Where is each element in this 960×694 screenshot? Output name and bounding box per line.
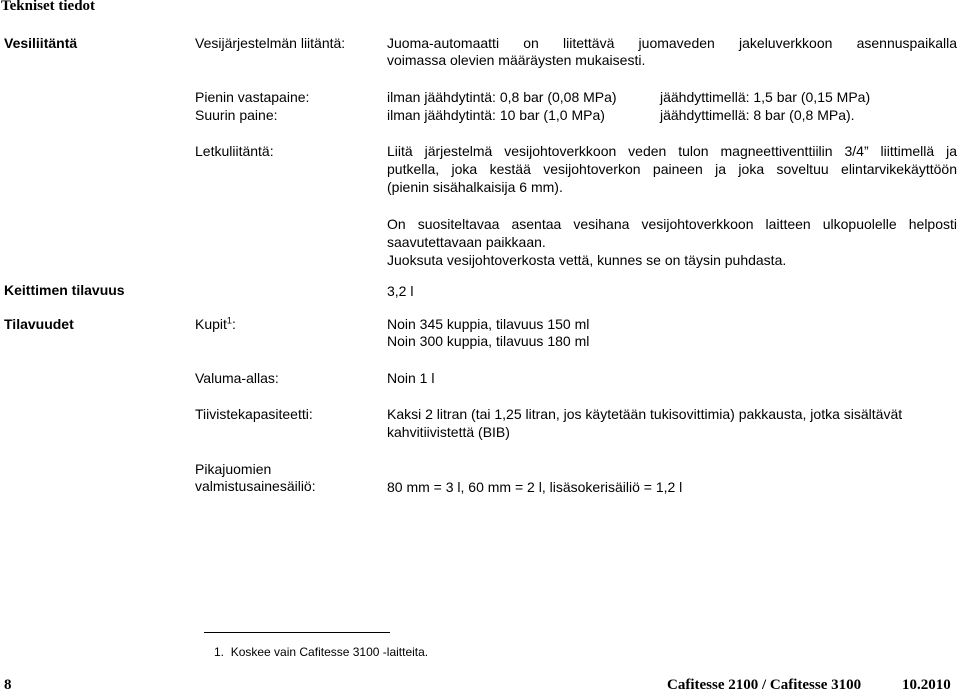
section-heading-water: Vesiliitäntä <box>4 35 78 51</box>
section-heading-volumes: Tilavuudet <box>4 316 74 332</box>
hose-text-line3: (pienin sisähalkaisija 6 mm). <box>387 179 563 195</box>
cups-value-line1: Noin 345 kuppia, tilavuus 150 ml <box>387 316 590 332</box>
max-pressure-without-cooler: ilman jäähdytintä: 10 bar (1,0 MPa) <box>387 107 605 123</box>
connection-text-line1: Juoma-automaatti on liitettävä juomaveden jakeluverkkoon asennuspaikalla <box>387 35 957 51</box>
section-heading-boiler: Keittimen tilavuus <box>4 282 125 298</box>
hose-text-line2: putkella, joka kestää vesijohtoverkon paineen ja joka soveltuu elintarvikekäyttöön <box>387 161 957 177</box>
footnote-text: Koskee vain Cafitesse 3100 -laitteita. <box>230 645 429 659</box>
hose-text-line1: Liitä järjestelmä vesijohtoverkkoon veden tulon magneettiventtiilin 3/4” liittimellä ja <box>387 143 957 159</box>
hose-advice-line1: On suositeltavaa asentaa vesihana vesijohtoverkkoon laitteen ulkopuolelle helposti <box>387 216 957 232</box>
min-pressure-without-cooler: ilman jäähdytintä: 0,8 bar (0,08 MPa) <box>387 89 617 105</box>
footnote-reference: 1 <box>226 315 232 326</box>
instant-canister-value: 80 mm = 3 l, 60 mm = 2 l, lisäsokerisäiliö = 1,2 l <box>387 479 683 495</box>
hose-advice-line3: Juoksuta vesijohtoverkosta vettä, kunnes se on täysin puhdasta. <box>387 252 787 268</box>
instant-canister-label-line2: valmistusainesäiliö: <box>195 478 316 494</box>
page-number: 8 <box>4 677 12 693</box>
hose-label: Letkuliitäntä: <box>195 143 274 159</box>
connection-label: Vesijärjestelmän liitäntä: <box>195 35 346 51</box>
instant-canister-label-line1: Pikajuomien <box>195 461 272 477</box>
concentrate-label: Tiivistekapasiteetti: <box>195 406 313 422</box>
footnote <box>214 645 428 660</box>
cups-value-line2: Noin 300 kuppia, tilavuus 180 ml <box>387 333 590 349</box>
boiler-volume-value: 3,2 l <box>387 283 414 299</box>
hose-advice-line2: saavutettavaan paikkaan. <box>387 234 546 250</box>
footer-date: 10.2010 <box>902 677 951 693</box>
max-pressure-label: Suurin paine: <box>195 107 278 123</box>
footnote-separator <box>204 632 390 633</box>
min-pressure-label: Pienin vastapaine: <box>195 89 310 105</box>
footer-product: Cafitesse 2100 / Cafitesse 3100 <box>667 677 862 693</box>
page-title: Tekniset tiedot <box>1 0 96 14</box>
drip-tray-value: Noin 1 l <box>387 370 435 386</box>
concentrate-value-line2: kahvitiivistettä (BIB) <box>387 424 510 440</box>
concentrate-value-line1: Kaksi 2 litran (tai 1,25 litran, jos käytetään tukisovittimia) pakkausta, jotka sisältävät <box>387 406 903 422</box>
cups-label: Kupit$^1$: <box>195 315 236 332</box>
drip-tray-label: Valuma-allas: <box>195 370 279 386</box>
max-pressure-with-cooler: jäähdyttimellä: 8 bar (0,8 MPa). <box>660 107 855 123</box>
min-pressure-with-cooler: jäähdyttimellä: 1,5 bar (0,15 MPa) <box>660 89 871 105</box>
footnote-number: 1. <box>214 645 225 659</box>
connection-text-line2: voimassa olevien määräysten mukaisesti. <box>387 52 646 68</box>
